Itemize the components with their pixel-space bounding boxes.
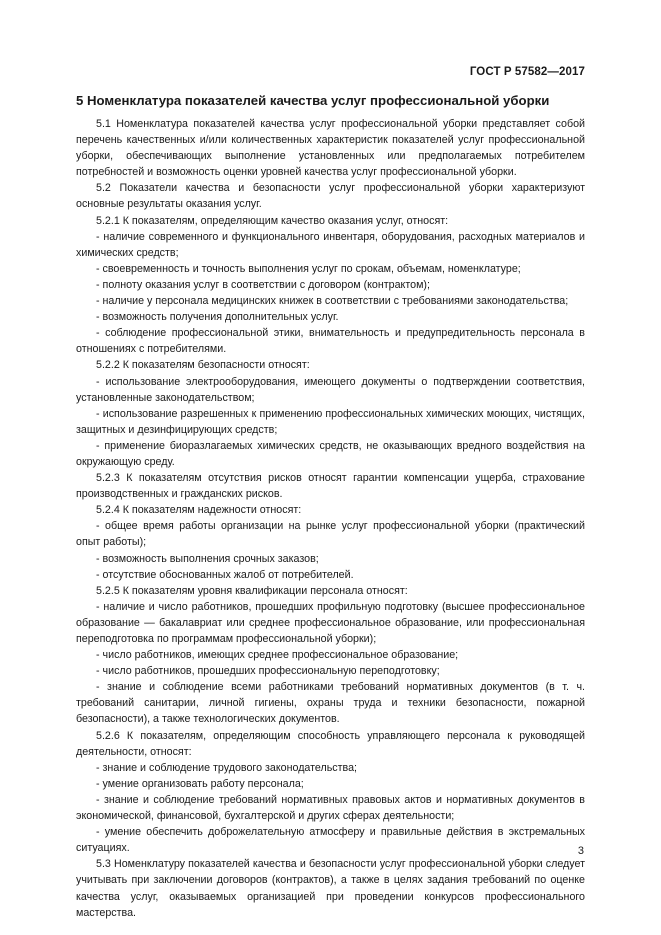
list-item: - умение обеспечить доброжелательную атмосферу и правильные действия в экстремальных ситуациях.	[76, 826, 585, 855]
list-item: - использование электрооборудования, имеющего документы о подтверждении соответствия, установленные законодательством;	[76, 375, 585, 404]
list-item: - общее время работы организации на рынке услуг профессиональной уборки (практический опыт работы);	[76, 520, 585, 549]
list-item: - отсутствие обоснованных жалоб от потребителей.	[96, 568, 354, 581]
list-item: - наличие у персонала медицинских книжек в соответствии с требованиями законодательства;	[96, 295, 569, 308]
page-number: 3	[577, 845, 584, 857]
list-item: - наличие современного и функционального инвентаря, оборудования, расходных материалов и химических средств;	[76, 230, 585, 259]
list-item: - возможность получения дополнительных услуг.	[96, 311, 339, 324]
paragraph-5-1: 5.1 Номенклатура показателей качества услуг профессиональной уборки представляет собой перечень качественных и/или количественных характеристик показателей услуг профессиональной уборки, обеспечивающих выполнение установленных или предполагаемых потребителем потребностей и возможность оценки уровней качества услуг профессиональной уборки.	[76, 118, 585, 179]
list-item: - применение биоразлагаемых химических средств, не оказывающих вредного воздействия на окружающую среду.	[76, 439, 585, 468]
paragraph-5-3: 5.3 Номенклатуру показателей качества и безопасности услуг профессиональной уборки следует учитывать при заключении договоров (контрактов), а также в целях задания требований по оценке качества услуг, оказываемых организацией при проведении конкурсов профессионального мастерства.	[76, 858, 585, 919]
document-code: ГОСТ Р 57582—2017	[469, 66, 585, 78]
list-item: - полноту оказания услуг в соответствии с договором (контрактом);	[96, 278, 430, 291]
list-item: - умение организовать работу персонала;	[96, 777, 304, 790]
paragraph-5-2-6: 5.2.6 К показателям, определяющим способность управляющего персонала к руководящей деятельности, относят:	[76, 729, 585, 758]
list-item: - знание и соблюдение требований нормативных правовых актов и нормативных документов в экономической, финансовой, бухгалтерской и других сферах деятельности;	[76, 793, 585, 823]
list-item: - своевременность и точность выполнения услуг по срокам, объемам, номенклатуре;	[96, 262, 521, 275]
section-body	[76, 116, 585, 921]
list-item: - наличие и число работников, прошедших профильную подготовку (высшее профессиональное образование — бакалавриат или среднее профессиональное образование, или профессиональная переподготовка по программам профессиональной уборки);	[76, 600, 585, 645]
paragraph-5-2: 5.2 Показатели качества и безопасности услуг профессиональной уборки характеризуют основные результаты оказания услуг.	[76, 182, 585, 211]
paragraph-5-2-1: 5.2.1 К показателям, определяющим качество оказания услуг, относят:	[96, 214, 449, 227]
list-item: - возможность выполнения срочных заказов;	[96, 552, 319, 565]
list-item: - число работников, имеющих среднее профессиональное образование;	[96, 649, 459, 662]
list-item: - число работников, прошедших профессиональную переподготовку;	[96, 665, 440, 678]
paragraph-5-2-3: 5.2.3 К показателям отсутствия рисков относят гарантии компенсации ущерба, страхование производственных и гражданских рисков.	[76, 472, 585, 501]
paragraph-5-2-2: 5.2.2 К показателям безопасности относят:	[96, 359, 310, 372]
list-item: - соблюдение профессиональной этики, внимательность и предупредительность персонала в отношениях с потребителями.	[76, 327, 585, 356]
list-item: - знание и соблюдение всеми работниками требований нормативных документов (в т. ч. требований санитарии, личной гигиены, охраны труда и техники безопасности, пожарной безопасности), а также технологических документов.	[76, 681, 585, 726]
section-title: 5 Номенклатура показателей качества услуг профессиональной уборки	[76, 93, 550, 108]
paragraph-5-2-5: 5.2.5 К показателям уровня квалификации персонала относят:	[96, 584, 408, 597]
list-item: - знание и соблюдение трудового законодательства;	[96, 761, 358, 774]
list-item: - использование разрешенных к применению профессиональных химических моющих, чистящих, защитных и дезинфицирующих средств;	[76, 407, 585, 436]
paragraph-5-2-4: 5.2.4 К показателям надежности относят:	[96, 504, 302, 517]
